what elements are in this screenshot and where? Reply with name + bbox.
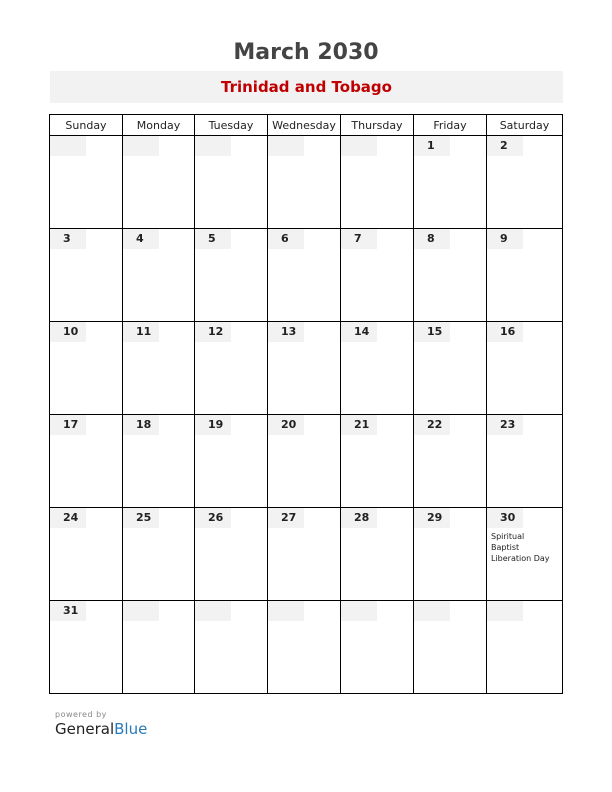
day-number: 12 (195, 322, 231, 342)
day-cell[interactable] (487, 322, 563, 415)
holiday-event-line: Spiritual (491, 532, 525, 541)
day-cell[interactable] (487, 136, 563, 229)
calendar-grid (49, 114, 563, 694)
day-number (123, 601, 159, 621)
day-cell[interactable] (487, 508, 563, 601)
brand-general: General (55, 720, 115, 738)
day-number: 5 (195, 229, 231, 249)
day-cell[interactable] (123, 136, 195, 229)
weekday-monday: Monday (123, 115, 195, 136)
week-row (50, 508, 563, 601)
day-cell[interactable] (268, 322, 341, 415)
day-cell[interactable] (50, 322, 123, 415)
day-number (414, 601, 450, 621)
day-cell[interactable] (123, 322, 195, 415)
weekday-header-row (50, 115, 563, 136)
day-cell[interactable] (414, 415, 487, 508)
day-number: 8 (414, 229, 450, 249)
weekday-thursday: Thursday (341, 115, 414, 136)
day-cell[interactable] (268, 508, 341, 601)
day-cell[interactable] (487, 229, 563, 322)
week-row (50, 136, 563, 229)
weekday-sunday: Sunday (50, 115, 123, 136)
holiday-event-line: Liberation Day (491, 554, 550, 563)
day-cell[interactable] (414, 136, 487, 229)
day-number: 10 (50, 322, 86, 342)
brand-logo[interactable] (55, 720, 147, 738)
day-number: 6 (268, 229, 304, 249)
footer-branding (55, 710, 147, 738)
day-cell[interactable] (50, 415, 123, 508)
day-cell[interactable] (123, 508, 195, 601)
week-row (50, 415, 563, 508)
day-cell[interactable] (414, 229, 487, 322)
weekday-wednesday: Wednesday (268, 115, 341, 136)
day-number: 4 (123, 229, 159, 249)
weekday-saturday: Saturday (487, 115, 563, 136)
holiday-event (487, 528, 562, 564)
day-number: 11 (123, 322, 159, 342)
day-number: 2 (487, 136, 523, 156)
day-number: 31 (50, 601, 86, 621)
day-cell[interactable] (195, 229, 268, 322)
day-number: 9 (487, 229, 523, 249)
day-cell[interactable] (268, 601, 341, 694)
day-number (341, 601, 377, 621)
day-number (341, 136, 377, 156)
day-cell[interactable] (50, 229, 123, 322)
day-cell[interactable] (50, 508, 123, 601)
day-number: 20 (268, 415, 304, 435)
day-cell[interactable] (50, 601, 123, 694)
weekday-tuesday: Tuesday (195, 115, 268, 136)
day-cell[interactable] (195, 601, 268, 694)
day-number: 29 (414, 508, 450, 528)
day-number (50, 136, 86, 156)
day-cell[interactable] (50, 136, 123, 229)
country-name: Trinidad and Tobago (221, 78, 392, 96)
day-number: 25 (123, 508, 159, 528)
day-number (487, 601, 523, 621)
day-cell[interactable] (123, 601, 195, 694)
day-cell[interactable] (268, 415, 341, 508)
day-cell[interactable] (341, 229, 414, 322)
day-number: 15 (414, 322, 450, 342)
day-number: 19 (195, 415, 231, 435)
day-number: 26 (195, 508, 231, 528)
day-cell[interactable] (414, 601, 487, 694)
brand-blue: Blue (114, 720, 148, 738)
day-cell[interactable] (195, 136, 268, 229)
holiday-event-line: Baptist (491, 543, 520, 552)
day-cell[interactable] (195, 415, 268, 508)
day-cell[interactable] (123, 415, 195, 508)
day-cell[interactable] (268, 229, 341, 322)
day-cell[interactable] (487, 415, 563, 508)
day-cell[interactable] (414, 508, 487, 601)
day-number: 14 (341, 322, 377, 342)
page-title: March 2030 (233, 40, 379, 65)
day-number: 21 (341, 415, 377, 435)
day-cell[interactable] (341, 508, 414, 601)
day-cell[interactable] (341, 136, 414, 229)
day-number: 17 (50, 415, 86, 435)
day-number: 16 (487, 322, 523, 342)
powered-by-text: powered by (55, 710, 107, 719)
day-cell[interactable] (414, 322, 487, 415)
day-number (123, 136, 159, 156)
day-cell[interactable] (123, 229, 195, 322)
day-cell[interactable] (341, 322, 414, 415)
day-cell[interactable] (195, 508, 268, 601)
week-row (50, 229, 563, 322)
day-number: 27 (268, 508, 304, 528)
day-cell[interactable] (268, 136, 341, 229)
day-cell[interactable] (195, 322, 268, 415)
day-number: 22 (414, 415, 450, 435)
day-number (195, 601, 231, 621)
day-number: 24 (50, 508, 86, 528)
day-number (195, 136, 231, 156)
country-banner (50, 71, 563, 103)
day-number: 7 (341, 229, 377, 249)
day-cell[interactable] (341, 601, 414, 694)
day-cell[interactable] (341, 415, 414, 508)
day-number (268, 601, 304, 621)
weekday-friday: Friday (414, 115, 487, 136)
day-number: 1 (414, 136, 450, 156)
day-number: 18 (123, 415, 159, 435)
day-number (268, 136, 304, 156)
day-cell[interactable] (487, 601, 563, 694)
week-row (50, 322, 563, 415)
day-number: 3 (50, 229, 86, 249)
day-number: 13 (268, 322, 304, 342)
week-row (50, 601, 563, 694)
day-number: 23 (487, 415, 523, 435)
day-number: 30 (487, 508, 523, 528)
day-number: 28 (341, 508, 377, 528)
